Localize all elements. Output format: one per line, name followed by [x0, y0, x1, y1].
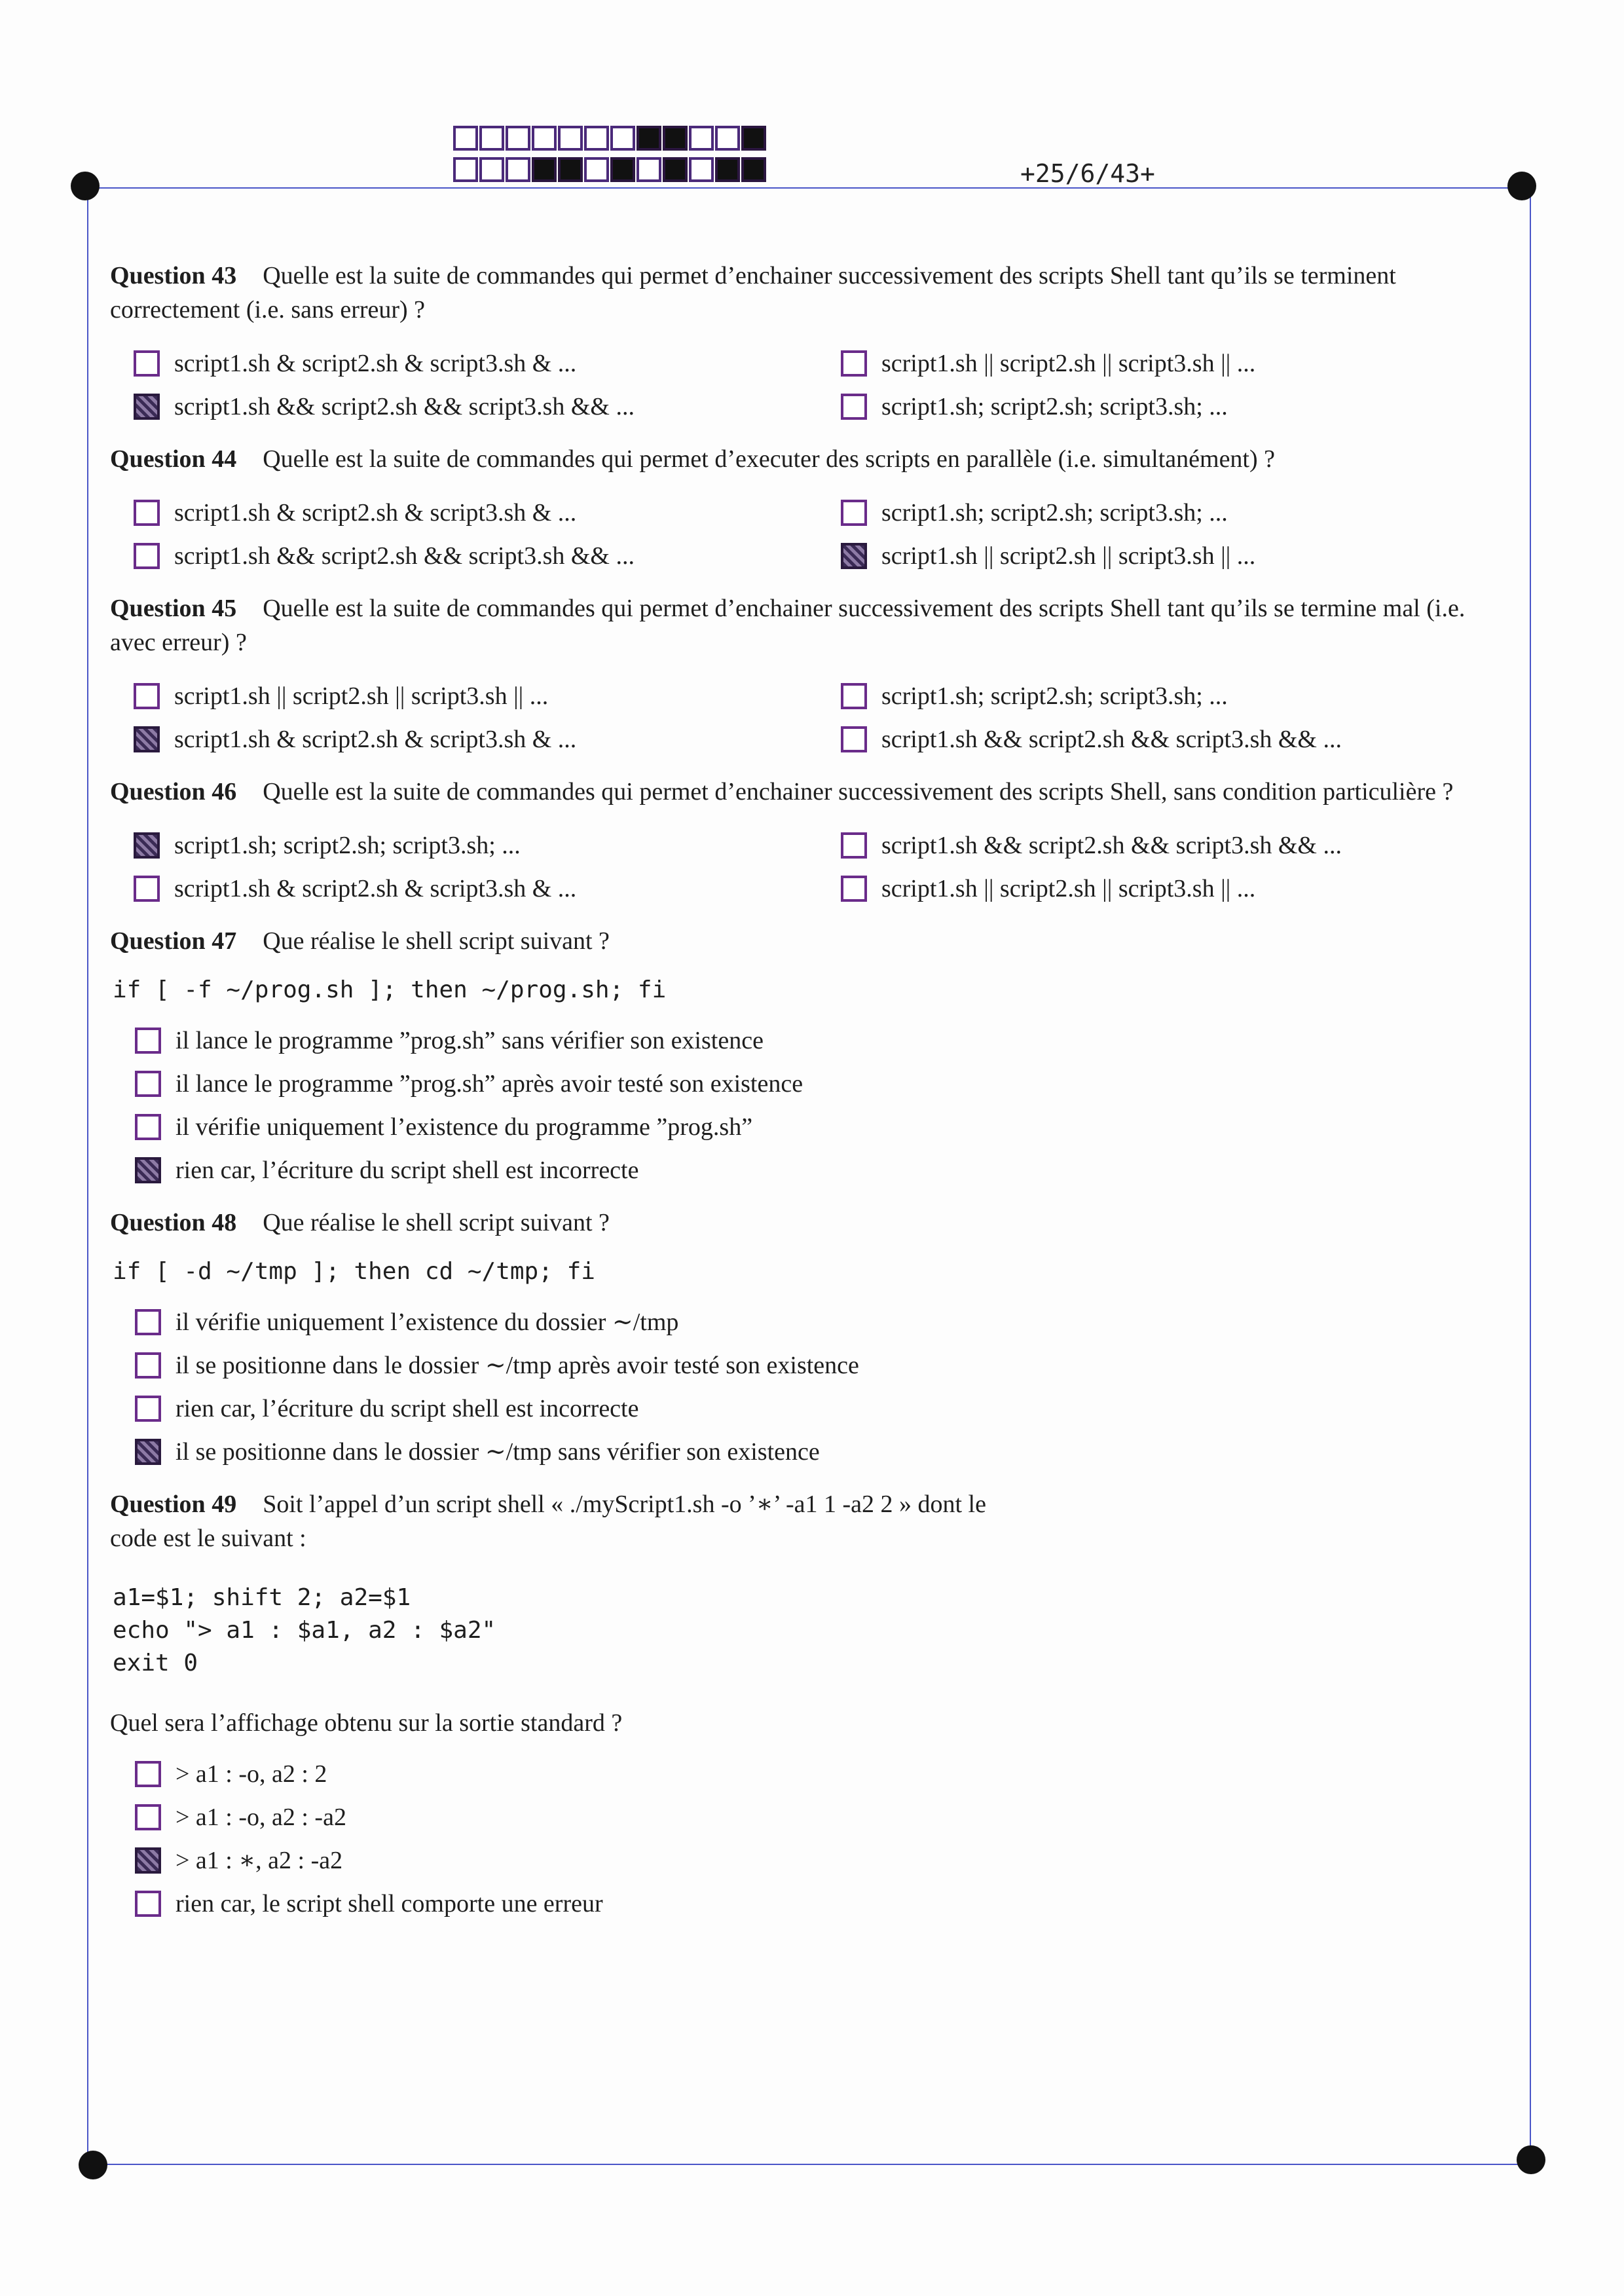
code-snippet: if [ -d ~/tmp ]; then cd ~/tmp; fi: [113, 1258, 595, 1285]
corner-mark-bottom-left: [79, 2151, 107, 2179]
checkbox-icon[interactable]: [134, 500, 160, 526]
answer-option[interactable]: [841, 872, 1528, 906]
question-45: [110, 591, 1505, 756]
barcode-cell: [715, 126, 740, 151]
answer-option[interactable]: [135, 1435, 1505, 1469]
option-label: script1.sh; script2.sh; script3.sh; ...: [881, 682, 1228, 710]
answer-option[interactable]: [841, 679, 1528, 713]
checkbox-icon[interactable]: [841, 683, 867, 709]
option-label: script1.sh || script2.sh || script3.sh || ...: [881, 350, 1256, 377]
answer-option[interactable]: [135, 1024, 1505, 1058]
answer-option[interactable]: [135, 1887, 1505, 1921]
question-46: [110, 775, 1505, 906]
question-text: Que réalise le shell script suivant ?: [263, 927, 610, 955]
question-49: [110, 1487, 1505, 1921]
answer-option[interactable]: [134, 828, 841, 862]
checkbox-icon[interactable]: [841, 394, 867, 420]
checkbox-icon[interactable]: [135, 1309, 161, 1335]
checkbox-icon[interactable]: [135, 1396, 161, 1422]
corner-mark-bottom-right: [1517, 2145, 1545, 2174]
checkbox-icon[interactable]: [134, 350, 160, 377]
barcode-cell: [584, 126, 609, 151]
option-label: script1.sh & script2.sh & script3.sh & ...: [174, 350, 577, 377]
answer-option[interactable]: [135, 1153, 1505, 1187]
answer-option[interactable]: [134, 679, 841, 713]
checked-box-icon[interactable]: [135, 1439, 161, 1465]
answer-option[interactable]: [841, 828, 1528, 862]
barcode-cell: [506, 157, 530, 182]
option-label: il vérifie uniquement l’existence du programme ”prog.sh”: [175, 1113, 753, 1141]
checkbox-icon[interactable]: [135, 1352, 161, 1379]
option-label: il lance le programme ”prog.sh” sans vérifier son existence: [175, 1027, 764, 1054]
option-label: script1.sh; script2.sh; script3.sh; ...: [174, 832, 521, 859]
checked-box-icon[interactable]: [134, 394, 160, 420]
checked-box-icon[interactable]: [134, 726, 160, 752]
code-snippet: if [ -f ~/prog.sh ]; then ~/prog.sh; fi: [113, 976, 667, 1003]
option-label: script1.sh & script2.sh & script3.sh & ...: [174, 726, 577, 753]
checked-box-icon[interactable]: [841, 543, 867, 569]
option-label: script1.sh & script2.sh & script3.sh & ...: [174, 499, 577, 527]
barcode-cell: [689, 126, 714, 151]
option-label: script1.sh || script2.sh || script3.sh || ...: [881, 542, 1256, 570]
page-code: +25/6/43+: [1020, 159, 1155, 188]
option-label: script1.sh; script2.sh; script3.sh; ...: [881, 393, 1228, 420]
option-label: script1.sh & script2.sh & script3.sh & ...: [174, 875, 577, 902]
option-label: > a1 : -o, a2 : -a2: [175, 1804, 346, 1831]
checked-box-icon[interactable]: [135, 1157, 161, 1183]
exam-content: [110, 259, 1505, 1939]
checked-box-icon[interactable]: [134, 832, 160, 859]
barcode-cell: [479, 126, 504, 151]
question-text: Quelle est la suite de commandes qui permet d’enchainer successivement des scripts Shell, sans condition particulière ?: [263, 778, 1454, 805]
question-text: Quelle est la suite de commandes qui permet d’enchainer successivement des scripts Shell tant qu’ils se terminent correctement (i.e. sans erreur) ?: [110, 262, 1396, 324]
question-number: Question 46: [110, 778, 237, 805]
option-label: > a1 : ∗, a2 : -a2: [175, 1847, 343, 1874]
barcode-cell: [637, 157, 661, 182]
option-label: script1.sh && script2.sh && script3.sh && ...: [881, 832, 1342, 859]
option-label: > a1 : -o, a2 : 2: [175, 1760, 327, 1788]
answer-option[interactable]: [841, 539, 1528, 573]
answer-option[interactable]: [134, 496, 841, 530]
barcode-cell: [584, 157, 609, 182]
barcode-cell: [506, 126, 530, 151]
answer-option[interactable]: [134, 872, 841, 906]
barcode-cell: [663, 126, 688, 151]
checkbox-icon[interactable]: [135, 1804, 161, 1830]
question-text: Soit l’appel d’un script shell « ./myScript1.sh -o ’∗’ -a1 1 -a2 2 » dont le code est le suivant :: [110, 1491, 986, 1552]
option-label: script1.sh; script2.sh; script3.sh; ...: [881, 499, 1228, 527]
checkbox-icon[interactable]: [135, 1891, 161, 1917]
barcode-row-1: [453, 126, 766, 151]
question-number: Question 44: [110, 445, 237, 473]
barcode-cell: [663, 157, 688, 182]
checkbox-icon[interactable]: [841, 832, 867, 859]
barcode-cell: [741, 157, 766, 182]
barcode-cell: [532, 126, 557, 151]
question-44: [110, 442, 1505, 573]
barcode-cell: [479, 157, 504, 182]
answer-option[interactable]: [135, 1348, 1505, 1382]
barcode-cell: [558, 157, 583, 182]
checkbox-icon[interactable]: [134, 543, 160, 569]
checkbox-icon[interactable]: [841, 500, 867, 526]
question-number: Question 45: [110, 595, 237, 622]
answer-option[interactable]: [135, 1843, 1505, 1878]
option-label: script1.sh || script2.sh || script3.sh || ...: [881, 875, 1256, 902]
answer-option[interactable]: [841, 496, 1528, 530]
answer-option[interactable]: [135, 1110, 1505, 1144]
checkbox-icon[interactable]: [841, 726, 867, 752]
barcode-cell: [558, 126, 583, 151]
answer-option[interactable]: [841, 722, 1528, 756]
option-label: script1.sh || script2.sh || script3.sh || ...: [174, 682, 549, 710]
question-number: Question 43: [110, 262, 237, 289]
option-label: rien car, le script shell comporte une erreur: [175, 1890, 603, 1917]
answer-option[interactable]: [134, 390, 841, 424]
answer-option[interactable]: [134, 722, 841, 756]
question-47: [110, 924, 1505, 1187]
question-prompt: Quel sera l’affichage obtenu sur la sortie standard ?: [110, 1709, 623, 1737]
question-text: Que réalise le shell script suivant ?: [263, 1209, 610, 1236]
option-label: rien car, l’écriture du script shell est incorrecte: [175, 1157, 639, 1184]
option-label: script1.sh && script2.sh && script3.sh && ...: [881, 726, 1342, 753]
answer-option[interactable]: [135, 1305, 1505, 1339]
question-43: [110, 259, 1505, 424]
checkbox-icon[interactable]: [134, 683, 160, 709]
checkbox-icon[interactable]: [135, 1114, 161, 1140]
checkbox-icon[interactable]: [135, 1071, 161, 1097]
answer-option[interactable]: [135, 1800, 1505, 1834]
answer-option[interactable]: [134, 539, 841, 573]
checkbox-icon[interactable]: [841, 876, 867, 902]
answer-option[interactable]: [841, 390, 1528, 424]
question-number: Question 47: [110, 927, 237, 955]
barcode-cell: [453, 157, 478, 182]
question-number: Question 48: [110, 1209, 237, 1236]
answer-option[interactable]: [134, 346, 841, 380]
barcode-row-2: [453, 157, 766, 182]
answer-option[interactable]: [841, 346, 1528, 380]
question-text: Quelle est la suite de commandes qui permet d’executer des scripts en parallèle (i.e. simultanément) ?: [263, 445, 1276, 473]
checkbox-icon[interactable]: [134, 876, 160, 902]
barcode-cell: [453, 126, 478, 151]
option-label: il se positionne dans le dossier ∼/tmp après avoir testé son existence: [175, 1352, 859, 1379]
checkbox-icon[interactable]: [135, 1761, 161, 1787]
barcode-cell: [610, 157, 635, 182]
option-label: il vérifie uniquement l’existence du dossier ∼/tmp: [175, 1308, 679, 1336]
option-label: script1.sh && script2.sh && script3.sh && ...: [174, 542, 635, 570]
code-snippet: a1=$1; shift 2; a2=$1 echo "> a1 : $a1, a2 : $a2" exit 0: [113, 1584, 496, 1676]
option-label: il se positionne dans le dossier ∼/tmp sans vérifier son existence: [175, 1438, 820, 1466]
checked-box-icon[interactable]: [135, 1847, 161, 1874]
answer-option[interactable]: [135, 1392, 1505, 1426]
barcode-cell: [689, 157, 714, 182]
answer-option[interactable]: [135, 1757, 1505, 1791]
option-label: rien car, l’écriture du script shell est incorrecte: [175, 1395, 639, 1422]
checkbox-icon[interactable]: [135, 1028, 161, 1054]
option-label: script1.sh && script2.sh && script3.sh && ...: [174, 393, 635, 420]
barcode-cell: [610, 126, 635, 151]
answer-option[interactable]: [135, 1067, 1505, 1101]
barcode-cell: [715, 157, 740, 182]
barcode-cell: [741, 126, 766, 151]
question-text: Quelle est la suite de commandes qui permet d’enchainer successivement des scripts Shell tant qu’ils se termine mal (i.e. avec erreur) ?: [110, 595, 1466, 656]
option-label: il lance le programme ”prog.sh” après avoir testé son existence: [175, 1070, 803, 1098]
corner-mark-top-right: [1507, 172, 1536, 200]
corner-mark-top-left: [71, 172, 100, 200]
checkbox-icon[interactable]: [841, 350, 867, 377]
barcode-cell: [637, 126, 661, 151]
barcode-cell: [532, 157, 557, 182]
question-48: [110, 1206, 1505, 1469]
question-number: Question 49: [110, 1491, 237, 1518]
